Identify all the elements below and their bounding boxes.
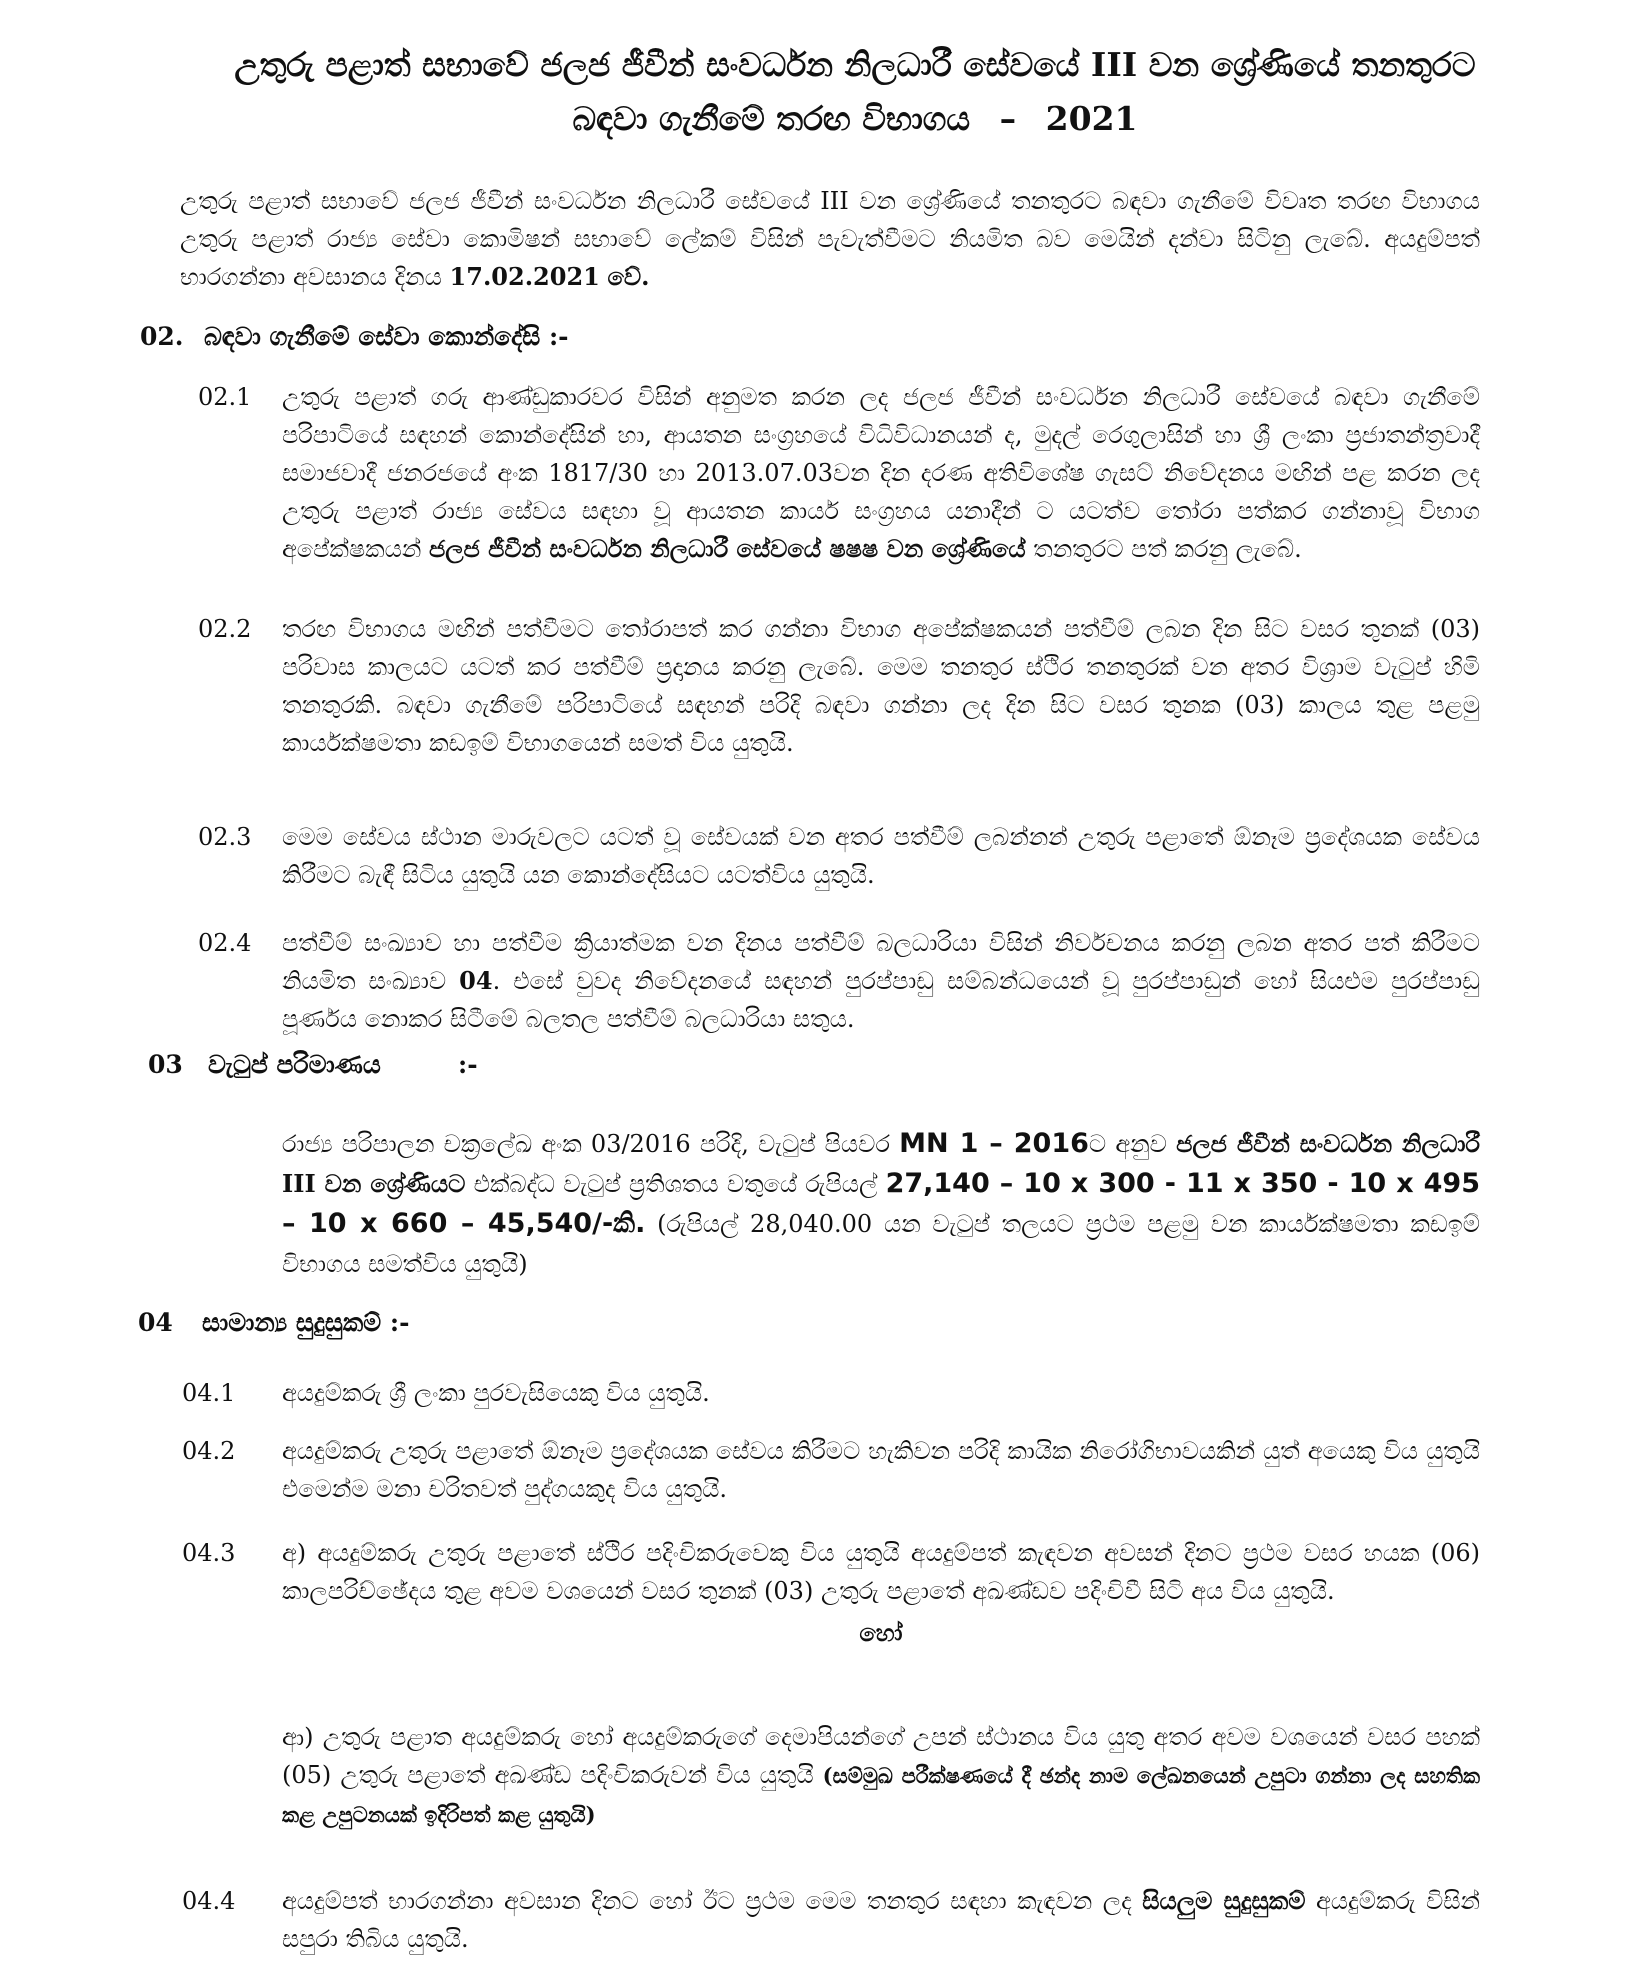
salary-grade: ජලජ ජීවීන් සංවර්ධන නිලධාරී III වන ශ්‍රේණියට — [282, 1129, 1480, 1198]
item-number: 04.4 — [182, 1887, 236, 1915]
salary-scale-paragraph — [282, 1124, 1480, 1284]
item-bold-text: ජලජ ජීවීන් සංවර්ධන නිලධාරී සේවයේ ෂෂෂ වන ශ්‍රේණියේ — [428, 534, 1026, 563]
title-dash: – — [999, 99, 1017, 138]
item-04-1 — [182, 1374, 1480, 1412]
document-title — [150, 38, 1560, 146]
item-text: තරඟ විභාගය මඟින් පත්වීමට තෝරාපත් කර ගන්නා විභාග අපේක්ෂකයන් පත්වීම් ලබන දින සිට වසර තුනක් (03) පරිවාස කාලයට යටත් කර පත්වීම් ප්‍රදානය කරනු ලැබේ. මෙම තනතුර ස්ථිර තනතුරක් වන අතර විශ්‍රාම වැටුප් හිමි තනතුරකි. බඳවා ගැනීමේ පරිපාටියේ සඳහන් පරිදි බඳවා ගන්නා ලද දින සිට වසර තුනක (03) කාලය තුළ පළමු කාර්යක්ෂමතා කඩඉම් විභාගයෙන් සමත් විය යුතුයි. — [282, 615, 1480, 757]
section-title: වැටුප් පරිමාණය — [208, 1050, 381, 1079]
salary-text-3: එක්බද්ධ වැටුප් ප්‍රතිශතය වතුයේ රුපියල් — [473, 1170, 878, 1198]
item-text: මෙම සේවය ස්ථාන මාරුවලට යටත් වූ සේවයක් වන අතර පත්වීම් ලබන්නන් උතුරු පළාතේ ඕනෑම ප්‍රදේශයක සේවය කිරීමට බැඳී සිටිය යුතුයි යන කොන්දේසියට යටත්විය යුතුයි. — [282, 823, 1480, 889]
item-text: උතුරු පළාත් ගරු ආණ්ඩුකාරවර විසින් අනුමත කරන ලද ජලජ ජීවීන් සංවර්ධන නිලධාරී සේවයේ බඳවා ගැනීමේ පරිපාටියේ සඳහන් කොන්දේසින් හා, ආයතන සංග්‍රහයේ විධිවිධානයන් ද, මුදල් රෙගුලාසින් හා ශ්‍රී ලංකා ප්‍රජාතන්ත්‍රවාදී සමාජවාදී ජනරජයේ අංක 1817/30 හා 2013.07.03වන දින දරණ අතිවිශේෂ ගැසට් නිවේදනය මඟින් පළ කරන ලද උතුරු පළාත් රාජ්‍ය සේවය සඳහා වූ ආයතන කාර්ය සංග්‍රහය යනාදීන් ට යටත්ව තෝරා පත්කර ගන්නාවූ විභාග අපේක්ෂකයන් — [282, 383, 1480, 563]
option-b-text: ආ) උතුරු පළාත අයදුම්කරු හෝ අයදුම්කරුගේ දෙමාපියන්ගේ උපන් ස්ථානය විය යුතු අතර අවම වශයෙන් වසර පහක් (05) උතුරු පළාතේ අඛණ්ඩ පදිංචිකරුවන් විය යුතුයි — [282, 1723, 1480, 1789]
option-b-note: (සම්මුඛ පරීක්ෂණයේ දී ඡන්ද නාම ලේඛනයෙන් උපුටා ගන්නා ලද සහතික කළ උපුටනයක් ඉදිරිපත් කළ යුතුයි) — [282, 1763, 1480, 1827]
item-text: අයදුම්පත් භාරගන්නා අවසාන දිනට හෝ ඊට ප්‍රථම මෙම තනතුර සඳහා කැඳවන ලද — [282, 1887, 1132, 1915]
item-number: 04.2 — [182, 1437, 236, 1465]
item-04-2 — [182, 1432, 1480, 1508]
item-number: 04.3 — [182, 1539, 236, 1567]
section-number: 02. — [140, 322, 184, 351]
item-number: 02.3 — [198, 823, 252, 851]
title-line-2 — [150, 92, 1560, 146]
section-number: 03 — [148, 1050, 183, 1079]
item-number: 02.4 — [198, 929, 252, 957]
salary-text-2: ට අනුව — [1088, 1130, 1167, 1158]
intro-text: උතුරු පළාත් සභාවේ ජලජ ජීවීන් සංවර්ධන නිලධාරී සේවයේ III වන ශ්‍රේණියේ තනතුරට බඳවා ගැනීමේ විවෘත තරඟ විභාගය උතුරු පළාත් රාජ්‍ය සේවා කොමිෂන් සභාවේ ලේකම් විසින් පැවැත්වීමට නියමිත බව මෙයින් දන්වා සිටිනු ලැබේ. අයදුම්පත් භාරගන්නා අවසානය දිනය — [180, 187, 1480, 291]
option-a-text: අ) අයදුම්කරු උතුරු පළාතේ ස්ථිර පදිංචිකරුවෙකු විය යුතුයි අයදුම්පත් කැඳවන අවසන් දිනට ප්‍රථම වසර හයක (06) කාලපරිච්ඡේදය තුළ අවම වශයෙන් වසර තුනක් (03) උතුරු පළාතේ අඛණ්ඩව පදිංචිවී සිටි අය විය යුතුයි. — [282, 1539, 1480, 1605]
section-02-heading — [140, 322, 569, 352]
item-02-4 — [198, 924, 1480, 1038]
item-text: අයදුම්කරු ශ්‍රී ලංකා පුරවැසියෙකු විය යුතුයි. — [282, 1379, 710, 1407]
intro-paragraph — [180, 182, 1480, 296]
item-02-1 — [198, 378, 1480, 568]
title-text: බඳවා ගැනීමේ තරඟ විභාගය — [572, 99, 971, 138]
section-03-heading — [148, 1050, 478, 1080]
section-separator: :- — [458, 1050, 478, 1079]
item-02-3 — [198, 818, 1480, 894]
salary-step: MN 1 – 2016 — [899, 1128, 1089, 1159]
item-04-4 — [182, 1882, 1480, 1958]
or-separator: හෝ — [859, 1618, 903, 1647]
title-year: 2021 — [1045, 99, 1138, 138]
salary-text: රාජ්‍ය පරිපාලන චක්‍රලේඛ අංක 03/2016 පරිදි, වැටුප් පියවර — [282, 1130, 890, 1158]
item-text-end: තනතුරට පත් කරනු ලැබේ. — [1033, 535, 1302, 563]
item-02-2 — [198, 610, 1480, 762]
salary-note: (රුපියල් 28,040.00 යන වැටුප් තලයට ප්‍රථම පළමු වන කාර්යක්ෂමතා කඩඉම් විභාගය සමත්විය යුතුයි) — [282, 1210, 1480, 1278]
item-text: අයදුම්කරු උතුරු පළාතේ ඕනෑම ප්‍රදේශයක සේවය කිරීමට හැකිවන පරිදි කායික නිරෝගිභාවයකින් යුත් අයෙකු විය යුතුයි එමෙන්ම මනා චරිතවත් පුද්ගයකුද විය යුතුයි. — [282, 1437, 1480, 1503]
section-title: සාමාන්‍ය සුදුසුකම් :- — [202, 1308, 410, 1337]
item-text-end: අයදුම්කරු විසින් සපුරා තිබිය යුතුයි. — [282, 1887, 1481, 1953]
section-title: බඳවා ගැනීමේ සේවා කොන්දේසි :- — [204, 322, 569, 351]
title-line-1: උතුරු පළාත් සභාවේ ජලජ ජීවීන් සංවර්ධන නිලධාරී සේවයේ III වන ශ්‍රේණියේ තනතුරට — [234, 45, 1476, 84]
intro-suffix: වේ. — [607, 262, 650, 291]
item-text: පත්වීම් සංඛ්‍යාව හා පත්වීම ක්‍රියාත්මක වන දිනය පත්වීම් බලධාරියා විසින් නිර්වචනය කරනු ලබන අතර පත් කිරීමට නියමිත සංඛ්‍යාව — [282, 929, 1480, 995]
item-number: 04.1 — [182, 1379, 236, 1407]
closing-date: 17.02.2021 — [449, 262, 600, 291]
section-number: 04 — [138, 1308, 173, 1337]
item-04-3 — [182, 1534, 1480, 1834]
vacancy-count: 04 — [459, 966, 493, 995]
salary-scale: 27,140 – 10 x 300 - 11 x 350 - 10 x 495 – 10 x 660 – 45,540/-කි. — [282, 1168, 1480, 1239]
item-number: 02.2 — [198, 615, 252, 643]
section-04-heading — [138, 1308, 409, 1338]
item-text-end: . එසේ වුවද නිවේදනයේ සඳහන් පුරප්පාඩු සම්බන්ධයෙන් වූ පුරප්පාඩුන් හෝ සියළුම පුරප්පාඩු පූර්ණය නොකර සිටීමේ බලතල පත්වීම් බලධාරියා සතුය. — [282, 967, 1480, 1033]
item-number: 02.1 — [198, 383, 252, 411]
item-bold-text: සියලුම සුදුසුකම් — [1142, 1886, 1306, 1915]
